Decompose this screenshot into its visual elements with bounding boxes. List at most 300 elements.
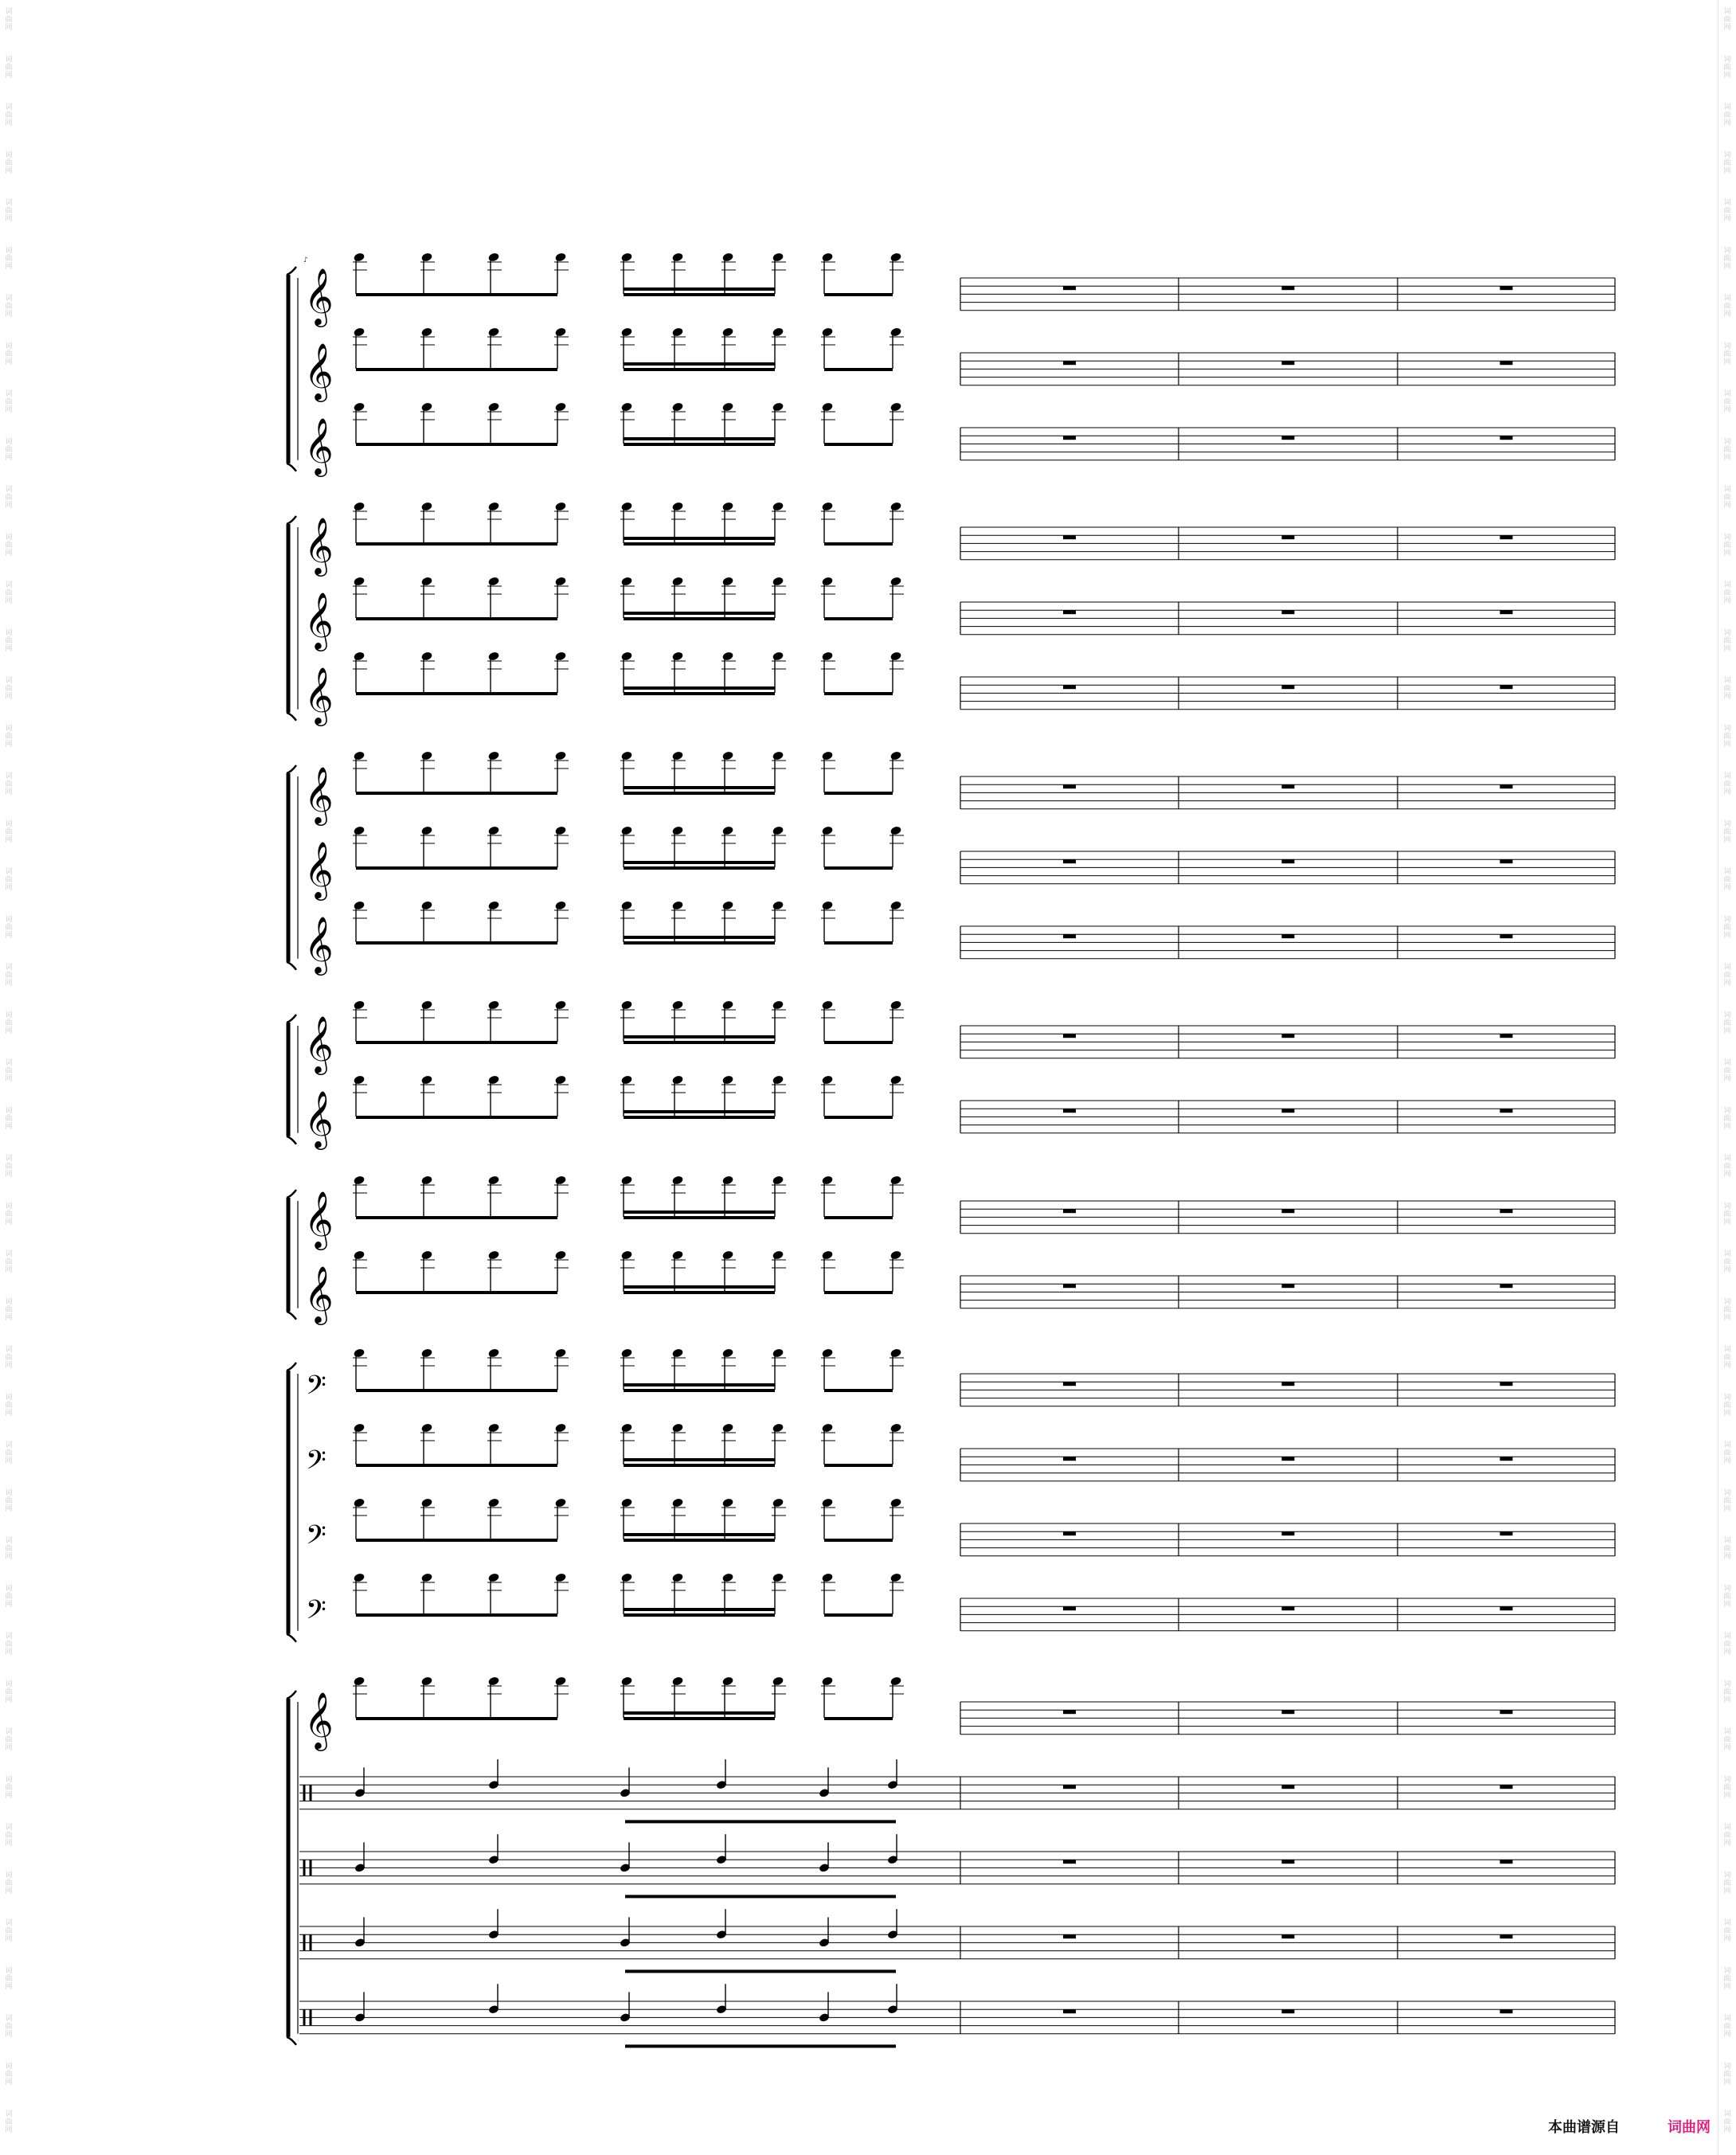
watermark-text: 词 曲 网 bbox=[5, 1250, 13, 1274]
whole-rest bbox=[1500, 1934, 1513, 1938]
note-head bbox=[620, 501, 632, 511]
whole-rest bbox=[1063, 2009, 1076, 2013]
note-head bbox=[554, 651, 566, 661]
note-head bbox=[821, 750, 833, 761]
whole-rest bbox=[1500, 859, 1513, 863]
watermark-text: 词 曲 网 bbox=[5, 534, 13, 557]
beam bbox=[624, 1717, 775, 1720]
bracket-bottom-hook bbox=[287, 463, 296, 471]
note-head bbox=[721, 825, 733, 835]
note-head bbox=[821, 825, 833, 835]
note-head bbox=[487, 1074, 499, 1085]
beam bbox=[624, 542, 775, 546]
beam bbox=[624, 293, 775, 296]
whole-rest bbox=[1500, 535, 1513, 539]
beam bbox=[824, 443, 893, 446]
treble-clef: 𝄞 bbox=[304, 516, 334, 574]
whole-rest bbox=[1063, 535, 1076, 539]
whole-rest bbox=[1063, 685, 1076, 689]
note-head bbox=[671, 501, 683, 511]
note-head bbox=[772, 401, 784, 412]
beam bbox=[624, 786, 775, 789]
beam bbox=[824, 1389, 893, 1392]
beam bbox=[356, 1291, 557, 1294]
watermark-text: 词 曲 网 bbox=[1723, 390, 1731, 414]
whole-rest bbox=[1500, 1531, 1513, 1535]
watermark-text: 词 曲 网 bbox=[1723, 2063, 1731, 2087]
watermark-text: 词 曲 网 bbox=[5, 677, 13, 701]
note-head bbox=[420, 1074, 432, 1085]
note-head bbox=[721, 900, 733, 910]
beam bbox=[624, 941, 775, 945]
note-head bbox=[821, 1676, 833, 1686]
note-head bbox=[721, 501, 733, 511]
whole-rest bbox=[1063, 859, 1076, 863]
watermark-text: 词 曲 网 bbox=[1723, 1298, 1731, 1322]
watermark-text: 词 曲 网 bbox=[5, 390, 13, 414]
note-head bbox=[772, 1074, 784, 1085]
whole-rest bbox=[1500, 1860, 1513, 1864]
beam bbox=[625, 1969, 896, 1973]
note-head bbox=[821, 651, 833, 661]
bracket-bottom-hook bbox=[287, 1312, 296, 1320]
whole-rest bbox=[1063, 1034, 1076, 1038]
note-head bbox=[620, 1347, 632, 1358]
whole-rest bbox=[1282, 2009, 1295, 2013]
note-head bbox=[721, 999, 733, 1010]
watermark-text: 词 曲 网 bbox=[1723, 486, 1731, 510]
note-head bbox=[721, 576, 733, 586]
beam bbox=[624, 1711, 775, 1715]
note-head bbox=[772, 1572, 784, 1582]
note-head bbox=[420, 651, 432, 661]
beam bbox=[356, 1041, 557, 1044]
watermark-strip-left bbox=[0, 0, 18, 2155]
beam bbox=[624, 368, 775, 371]
watermark-text: 词 曲 网 bbox=[1723, 1871, 1731, 1895]
note-head bbox=[620, 1175, 632, 1185]
beam bbox=[824, 293, 893, 296]
beam bbox=[824, 692, 893, 695]
note-head bbox=[554, 750, 566, 761]
note-head bbox=[353, 1422, 365, 1433]
whole-rest bbox=[1063, 1934, 1076, 1938]
whole-rest bbox=[1063, 1284, 1076, 1288]
note-head bbox=[671, 252, 683, 262]
note-head bbox=[772, 1676, 784, 1686]
note-head bbox=[487, 900, 499, 910]
watermark-text: 词 曲 网 bbox=[5, 772, 13, 796]
bracket-top-hook bbox=[287, 1015, 296, 1023]
watermark-text: 词 曲 网 bbox=[5, 438, 13, 462]
bracket-bottom-hook bbox=[287, 962, 296, 970]
watermark-text: 词 曲 网 bbox=[5, 1728, 13, 1752]
note-head bbox=[554, 1422, 566, 1433]
watermark-text: 词 曲 网 bbox=[5, 581, 13, 605]
watermark-text: 词 曲 网 bbox=[1723, 1011, 1731, 1035]
whole-rest bbox=[1500, 1606, 1513, 1610]
watermark-text: 词 曲 网 bbox=[5, 1394, 13, 1418]
watermark-text: 词 曲 网 bbox=[5, 1346, 13, 1370]
note-head bbox=[420, 750, 432, 761]
note-head bbox=[554, 825, 566, 835]
whole-rest bbox=[1282, 535, 1295, 539]
whole-rest bbox=[1063, 1531, 1076, 1535]
whole-rest bbox=[1282, 361, 1295, 365]
whole-rest bbox=[1282, 784, 1295, 788]
note-head bbox=[671, 1074, 683, 1085]
note-head bbox=[772, 825, 784, 835]
watermark-text: 词 曲 网 bbox=[1723, 2015, 1731, 2039]
watermark-text: 词 曲 网 bbox=[5, 964, 13, 988]
beam bbox=[624, 1539, 775, 1542]
note-head bbox=[821, 1497, 833, 1508]
watermark-text: 词 曲 网 bbox=[1723, 820, 1731, 844]
note-head bbox=[554, 1676, 566, 1686]
watermark-text: 词 曲 网 bbox=[5, 8, 13, 32]
watermark-text: 词 曲 网 bbox=[1723, 1346, 1731, 1370]
watermark-text: 词 曲 网 bbox=[1723, 1107, 1731, 1131]
bracket-bottom-hook bbox=[287, 1634, 296, 1642]
watermark-text: 词 曲 网 bbox=[1723, 295, 1731, 319]
whole-rest bbox=[1063, 1606, 1076, 1610]
note-head bbox=[554, 1497, 566, 1508]
watermark-text: 词 曲 网 bbox=[5, 1967, 13, 1991]
note-head bbox=[821, 999, 833, 1010]
note-head bbox=[772, 1347, 784, 1358]
whole-rest bbox=[1500, 1710, 1513, 1714]
beam bbox=[356, 941, 557, 945]
note-head bbox=[487, 999, 499, 1010]
note-head bbox=[420, 1572, 432, 1582]
note-head bbox=[487, 252, 499, 262]
note-head bbox=[487, 1676, 499, 1686]
beam bbox=[824, 792, 893, 795]
beam bbox=[824, 941, 893, 945]
watermark-text: 词 曲 网 bbox=[5, 1203, 13, 1226]
note-head bbox=[353, 252, 365, 262]
watermark-text: 词 曲 网 bbox=[1723, 1489, 1731, 1513]
watermark-text: 词 曲 网 bbox=[1723, 56, 1731, 80]
note-head bbox=[890, 501, 901, 511]
note-head bbox=[890, 750, 901, 761]
tempo-marking: ♪ bbox=[303, 256, 308, 264]
beam bbox=[624, 1110, 775, 1113]
note-head bbox=[353, 576, 365, 586]
beam bbox=[356, 368, 557, 371]
beam bbox=[356, 1613, 557, 1617]
watermark-text: 词 曲 网 bbox=[1723, 1728, 1731, 1752]
bracket-top-hook bbox=[287, 765, 296, 773]
watermark-text: 词 曲 网 bbox=[1723, 104, 1731, 127]
beam bbox=[624, 1285, 775, 1289]
note-head bbox=[353, 1175, 365, 1185]
whole-rest bbox=[1282, 1457, 1295, 1461]
note-head bbox=[420, 1175, 432, 1185]
note-head bbox=[620, 1497, 632, 1508]
whole-rest bbox=[1282, 685, 1295, 689]
note-head bbox=[420, 1422, 432, 1433]
note-head bbox=[487, 825, 499, 835]
note-head bbox=[772, 651, 784, 661]
note-head bbox=[890, 327, 901, 337]
beam bbox=[624, 1458, 775, 1461]
note-head bbox=[890, 1347, 901, 1358]
note-head bbox=[487, 1497, 499, 1508]
note-head bbox=[772, 1175, 784, 1185]
whole-rest bbox=[1063, 1785, 1076, 1789]
watermark-text: 词 曲 网 bbox=[1723, 1919, 1731, 1943]
beam bbox=[824, 1041, 893, 1044]
note-head bbox=[620, 1250, 632, 1260]
note-head bbox=[821, 252, 833, 262]
watermark-text: 词 曲 网 bbox=[5, 1537, 13, 1561]
note-head bbox=[420, 825, 432, 835]
whole-rest bbox=[1282, 1382, 1295, 1386]
note-head bbox=[821, 327, 833, 337]
note-head bbox=[554, 401, 566, 412]
note-head bbox=[890, 1572, 901, 1582]
note-head bbox=[671, 999, 683, 1010]
watermark-text: 词 曲 网 bbox=[1723, 1250, 1731, 1274]
whole-rest bbox=[1500, 685, 1513, 689]
watermark-strip-right bbox=[1718, 0, 1736, 2155]
note-head bbox=[821, 401, 833, 412]
watermark-text: 词 曲 网 bbox=[5, 868, 13, 892]
note-head bbox=[620, 999, 632, 1010]
note-head bbox=[821, 576, 833, 586]
note-head bbox=[890, 999, 901, 1010]
watermark-text: 词 曲 网 bbox=[5, 1871, 13, 1895]
treble-clef: 𝄞 bbox=[304, 267, 334, 325]
note-head bbox=[353, 1347, 365, 1358]
treble-clef: 𝄞 bbox=[304, 765, 334, 823]
watermark-text: 词 曲 网 bbox=[1723, 772, 1731, 796]
watermark-text: 词 曲 网 bbox=[5, 1919, 13, 1943]
note-head bbox=[620, 1422, 632, 1433]
whole-rest bbox=[1500, 1034, 1513, 1038]
note-head bbox=[671, 1422, 683, 1433]
treble-clef: 𝄞 bbox=[304, 342, 334, 400]
whole-rest bbox=[1500, 1457, 1513, 1461]
beam bbox=[356, 1464, 557, 1467]
watermark-text: 词 曲 网 bbox=[5, 820, 13, 844]
note-head bbox=[890, 1676, 901, 1686]
watermark-text: 词 曲 网 bbox=[5, 1011, 13, 1035]
watermark-text: 词 曲 网 bbox=[5, 725, 13, 749]
note-head bbox=[487, 1422, 499, 1433]
beam bbox=[356, 792, 557, 795]
whole-rest bbox=[1063, 610, 1076, 614]
watermark-text: 词 曲 网 bbox=[5, 1776, 13, 1800]
note-head bbox=[772, 900, 784, 910]
watermark-text: 词 曲 网 bbox=[1723, 534, 1731, 557]
note-head bbox=[554, 252, 566, 262]
note-head bbox=[772, 327, 784, 337]
note-head bbox=[620, 900, 632, 910]
note-head bbox=[821, 1347, 833, 1358]
watermark-text: 词 曲 网 bbox=[1723, 1680, 1731, 1704]
whole-rest bbox=[1063, 784, 1076, 788]
beam bbox=[624, 1116, 775, 1119]
beam bbox=[624, 287, 775, 291]
note-head bbox=[420, 900, 432, 910]
note-head bbox=[721, 1250, 733, 1260]
note-head bbox=[487, 651, 499, 661]
beam bbox=[824, 1464, 893, 1467]
footer-site-link[interactable]: 词曲网 bbox=[1668, 2119, 1711, 2136]
beam bbox=[624, 1035, 775, 1038]
note-head bbox=[671, 1676, 683, 1686]
note-head bbox=[353, 327, 365, 337]
note-head bbox=[890, 252, 901, 262]
note-head bbox=[620, 1676, 632, 1686]
beam bbox=[624, 1613, 775, 1617]
watermark-text: 词 曲 网 bbox=[1723, 1059, 1731, 1083]
note-head bbox=[353, 900, 365, 910]
beam bbox=[625, 2044, 896, 2047]
watermark-text: 词 曲 网 bbox=[5, 342, 13, 366]
whole-rest bbox=[1063, 934, 1076, 938]
bracket-top-hook bbox=[287, 1190, 296, 1198]
beam bbox=[824, 1717, 893, 1720]
note-head bbox=[554, 327, 566, 337]
treble-clef: 𝄞 bbox=[304, 591, 334, 649]
watermark-text: 词 曲 网 bbox=[1723, 1441, 1731, 1465]
watermark-text: 词 曲 网 bbox=[1723, 2110, 1731, 2134]
watermark-text: 词 曲 网 bbox=[5, 1155, 13, 1179]
note-head bbox=[353, 1497, 365, 1508]
whole-rest bbox=[1500, 286, 1513, 290]
beam bbox=[356, 443, 557, 446]
note-head bbox=[772, 252, 784, 262]
whole-rest bbox=[1282, 1034, 1295, 1038]
beam bbox=[356, 1389, 557, 1392]
watermark-text: 词 曲 网 bbox=[5, 1489, 13, 1513]
whole-rest bbox=[1282, 1209, 1295, 1213]
note-head bbox=[821, 1175, 833, 1185]
beam bbox=[824, 542, 893, 546]
watermark-text: 词 曲 网 bbox=[1723, 199, 1731, 223]
beam bbox=[824, 1116, 893, 1119]
whole-rest bbox=[1500, 2009, 1513, 2013]
whole-rest bbox=[1282, 1860, 1295, 1864]
beam bbox=[624, 362, 775, 366]
bass-clef: 𝄢 bbox=[306, 1445, 326, 1482]
whole-rest bbox=[1282, 1284, 1295, 1288]
note-head bbox=[620, 576, 632, 586]
note-head bbox=[487, 1347, 499, 1358]
note-head bbox=[671, 1250, 683, 1260]
beam bbox=[624, 437, 775, 440]
note-head bbox=[353, 1676, 365, 1686]
note-head bbox=[890, 576, 901, 586]
beam bbox=[356, 692, 557, 695]
whole-rest bbox=[1500, 1109, 1513, 1113]
watermark-text: 词 曲 网 bbox=[5, 1585, 13, 1609]
note-head bbox=[487, 327, 499, 337]
note-head bbox=[554, 576, 566, 586]
watermark-text: 词 曲 网 bbox=[5, 1633, 13, 1656]
watermark-text: 词 曲 网 bbox=[5, 56, 13, 80]
treble-clef: 𝄞 bbox=[304, 1015, 334, 1073]
watermark-text: 词 曲 网 bbox=[5, 104, 13, 127]
note-head bbox=[420, 1676, 432, 1686]
whole-rest bbox=[1063, 1109, 1076, 1113]
note-head bbox=[620, 327, 632, 337]
note-head bbox=[772, 1250, 784, 1260]
note-head bbox=[671, 900, 683, 910]
treble-clef: 𝄞 bbox=[304, 840, 334, 898]
beam bbox=[625, 1895, 896, 1898]
note-head bbox=[721, 1175, 733, 1185]
beam bbox=[624, 617, 775, 620]
whole-rest bbox=[1282, 934, 1295, 938]
note-head bbox=[620, 1074, 632, 1085]
beam bbox=[624, 861, 775, 864]
beam bbox=[624, 1216, 775, 1219]
note-head bbox=[554, 1074, 566, 1085]
note-head bbox=[353, 1572, 365, 1582]
note-head bbox=[420, 1347, 432, 1358]
watermark-text: 词 曲 网 bbox=[5, 1298, 13, 1322]
note-head bbox=[721, 1676, 733, 1686]
watermark-text: 词 曲 网 bbox=[5, 629, 13, 653]
note-head bbox=[821, 1250, 833, 1260]
watermark-text: 词 曲 网 bbox=[1723, 964, 1731, 988]
note-head bbox=[721, 750, 733, 761]
whole-rest bbox=[1282, 610, 1295, 614]
note-head bbox=[487, 1250, 499, 1260]
whole-rest bbox=[1282, 1606, 1295, 1610]
note-head bbox=[772, 1497, 784, 1508]
whole-rest bbox=[1500, 1785, 1513, 1789]
note-head bbox=[353, 501, 365, 511]
note-head bbox=[353, 401, 365, 412]
watermark-text: 词 曲 网 bbox=[1723, 868, 1731, 892]
watermark-text: 词 曲 网 bbox=[5, 1680, 13, 1704]
note-head bbox=[721, 1572, 733, 1582]
note-head bbox=[554, 900, 566, 910]
beam bbox=[624, 1383, 775, 1386]
watermark-text: 词 曲 网 bbox=[5, 247, 13, 271]
beam bbox=[356, 1717, 557, 1720]
beam bbox=[624, 1533, 775, 1536]
watermark-text: 词 曲 网 bbox=[1723, 8, 1731, 32]
beam bbox=[624, 537, 775, 540]
bracket-bottom-hook bbox=[287, 2037, 296, 2045]
whole-rest bbox=[1500, 361, 1513, 365]
treble-clef: 𝄞 bbox=[304, 1691, 334, 1749]
note-head bbox=[721, 651, 733, 661]
whole-rest bbox=[1282, 1710, 1295, 1714]
watermark-text: 词 曲 网 bbox=[1723, 151, 1731, 175]
note-head bbox=[620, 1572, 632, 1582]
beam bbox=[624, 1389, 775, 1392]
note-head bbox=[821, 1572, 833, 1582]
note-head bbox=[671, 1497, 683, 1508]
note-head bbox=[890, 1074, 901, 1085]
watermark-text: 词 曲 网 bbox=[1723, 677, 1731, 701]
watermark-text: 词 曲 网 bbox=[1723, 725, 1731, 749]
beam bbox=[824, 617, 893, 620]
note-head bbox=[420, 501, 432, 511]
beam bbox=[624, 1041, 775, 1044]
whole-rest bbox=[1500, 934, 1513, 938]
watermark-text: 词 曲 网 bbox=[1723, 438, 1731, 462]
watermark-text: 词 曲 网 bbox=[1723, 1537, 1731, 1561]
note-head bbox=[554, 501, 566, 511]
